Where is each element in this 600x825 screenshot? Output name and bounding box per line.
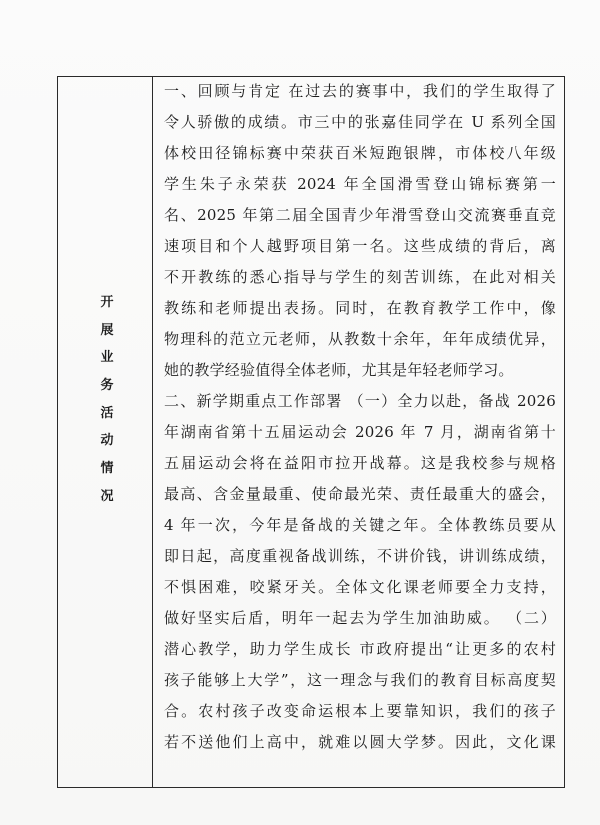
text-line: 体校田径锦标赛中荣获百米短跑银牌，市体校八年级	[164, 144, 556, 162]
text-line: 名、2025 年第二届全国青少年滑雪登山交流赛垂直竞	[164, 206, 556, 224]
text-line: 物理科的范立元老师，从教数十余年，年年成绩优异，	[164, 330, 556, 348]
text-line: 她的教学经验值得全体老师，尤其是年轻老师学习。	[164, 361, 514, 379]
text-line: 不开教练的悉心指导与学生的刻苦训练，在此对相关	[164, 268, 556, 286]
column-divider	[152, 76, 153, 788]
section-label-char: 活	[100, 405, 114, 421]
text-line: 潜心教学，助力学生成长 市政府提出“让更多的农村	[164, 640, 556, 658]
section-label-char: 展	[100, 322, 114, 338]
text-line: 孩子能够上大学”，这一理念与我们的教育目标高度契	[164, 671, 556, 689]
text-line: 教练和老师提出表扬。同时，在教育教学工作中，像	[164, 299, 556, 317]
section-label	[97, 296, 117, 518]
text-line: 4 年一次，今年是备战的关键之年。全体教练员要从	[164, 516, 556, 534]
text-line: 五届运动会将在益阳市拉开战幕。这是我校参与规格	[164, 454, 556, 472]
text-line: 做好坚实后盾，明年一起去为学生加油助威。 （二）	[164, 609, 556, 627]
text-line: 令人骄傲的成绩。市三中的张嘉佳同学在 U 系列全国	[164, 113, 556, 131]
text-line: 不惧困难，咬紧牙关。全体文化课老师要全力支持，	[164, 578, 556, 596]
section-label-char: 开	[100, 295, 114, 310]
text-line: 年湖南省第十五届运动会 2026 年 7 月，湖南省第十	[164, 423, 556, 441]
text-line: 二、新学期重点工作部署 （一）全力以赴，备战 2026	[164, 392, 556, 410]
text-line: 合。农村孩子改变命运根本上要靠知识，我们的孩子	[164, 702, 556, 720]
section-label-char: 况	[100, 488, 114, 504]
text-line: 学生朱子永荣获 2024 年全国滑雪登山锦标赛第一	[164, 175, 556, 193]
text-line: 速项目和个人越野项目第一名。这些成绩的背后，离	[164, 237, 556, 255]
section-label-char: 情	[100, 461, 114, 477]
section-label-char: 动	[100, 433, 114, 449]
section-label-char: 业	[100, 350, 114, 366]
section-label-char: 务	[100, 378, 114, 394]
text-line: 一、回顾与肯定 在过去的赛事中，我们的学生取得了	[164, 82, 556, 100]
text-line: 即日起，高度重视备战训练，不讲价钱，讲训练成绩，	[164, 547, 556, 565]
text-line: 最高、含金量最重、使命最光荣、责任最重大的盛会，	[164, 485, 556, 503]
text-line: 若不送他们上高中，就难以圆大学梦。因此，文化课	[164, 733, 556, 751]
